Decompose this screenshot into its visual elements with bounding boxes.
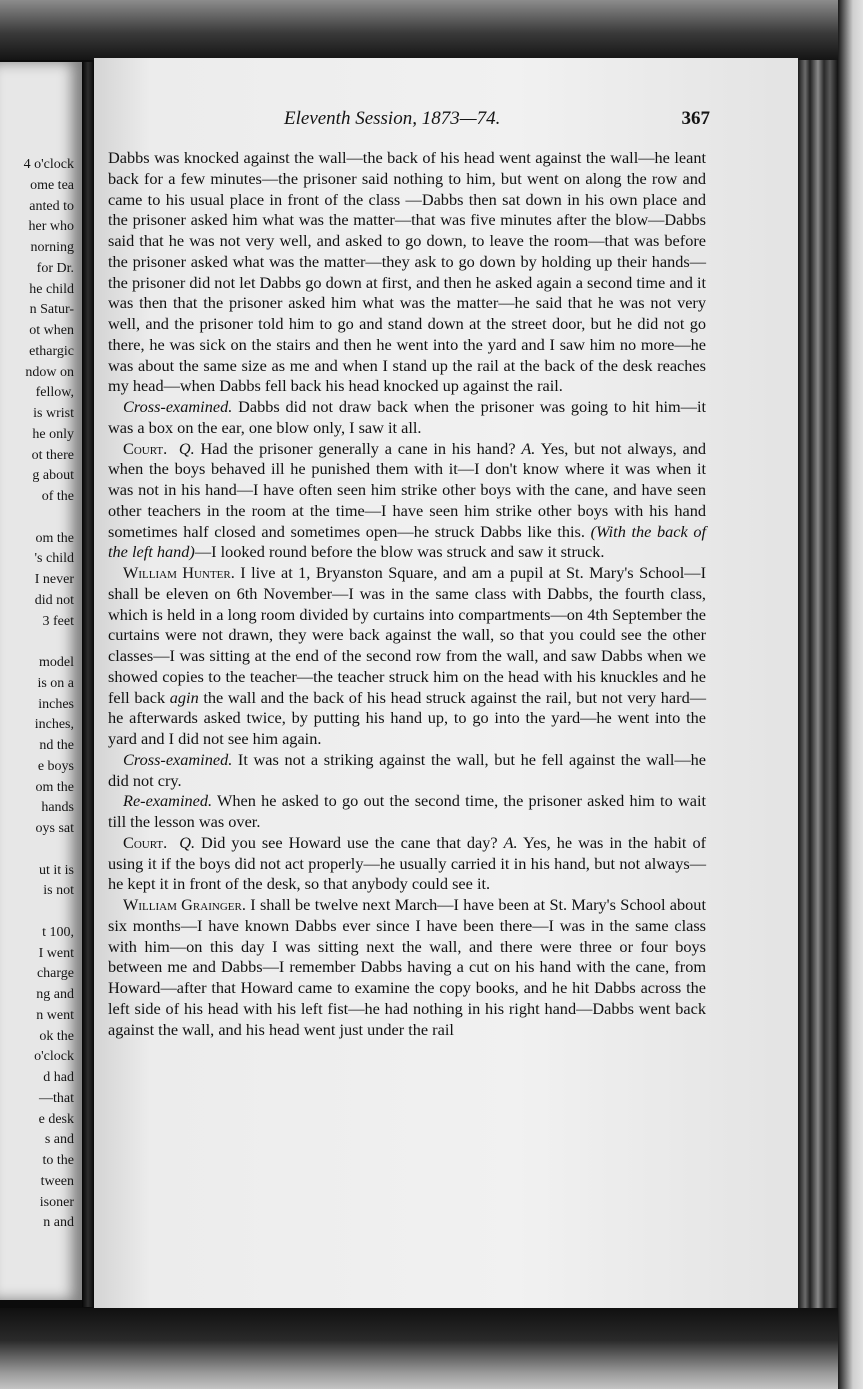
running-head: Eleventh Session, 1873—74.	[284, 108, 501, 129]
paragraph-text: When he asked to go out the second time, the prisoner asked him to wait till the lesson was over.	[108, 791, 706, 831]
left-page-line: 4 o'clock	[23, 157, 74, 172]
left-page-line: nd the	[39, 738, 74, 753]
left-page-line: anted to	[29, 198, 74, 214]
paragraph-text: I shall be twelve next March—I have been at St. Mary's School about six months—I have known Dabbs ever since I have been there—I was in the same class with him—on this day I was sitting next the wall, and there were three or four boys between me and Dabbs—I remember Dabbs having a cut on his hand with the cane, from Howard—after that Howard came to examine the copy books, and he hit Dabbs across the left side of his head with his left fist—he had nothing in his right hand—Dabbs went back against the wall, and his head went just under the rail	[108, 895, 706, 1039]
left-page-line: d had	[43, 1070, 74, 1085]
left-page-line: n Satur-	[29, 302, 74, 318]
left-page-line: model	[39, 655, 74, 670]
paragraph-text: It was not a striking against the wall, but he fell against the wall—he did not cry.	[108, 749, 706, 790]
left-page-line: —that	[39, 1090, 74, 1106]
left-page-line: is on a	[37, 675, 74, 691]
left-page-line: I never	[34, 572, 74, 587]
section-label: Cross-examined.	[123, 397, 233, 416]
paragraph-witness-hunter	[108, 563, 706, 750]
left-page-line: he only	[32, 426, 74, 442]
paragraph-text: I live at 1, Bryanston Square, and am a pupil at St. Mary's School—I shall be eleven on 6th November—I was in the same class with Dabbs, the fourth class, which is held in a long room divided by curtains into compartments—on 4th September the curtains were not drawn, they were back against the wall, so that you could see the other classes—I was sitting at the end of the second row from the wall, and saw Dabbs when we showed copies to the teacher—the teacher struck him on the head with his knuckles and he fell back	[108, 563, 706, 707]
left-page-line: fellow,	[35, 385, 74, 401]
left-page-line: he child	[29, 281, 74, 297]
paragraph-witness-grainger	[108, 895, 706, 1040]
left-page-line: e boys	[37, 758, 74, 774]
paragraph-text: Had the prisoner generally a cane in his hand?	[194, 438, 522, 458]
left-page-line: o'clock	[34, 1049, 74, 1065]
left-page-line: to the	[42, 1153, 74, 1168]
book-spine	[82, 62, 94, 1307]
left-page-line: n went	[36, 1007, 74, 1023]
left-page-line: ot there	[31, 447, 74, 463]
paragraph-text: Yes, he was in the habit of using it if the boys did not act properly—he usually carried it in his hand, but not always—he kept it in front of the desk, so that anybody could see it.	[108, 832, 707, 894]
left-page	[0, 62, 82, 1300]
italic-word: agin	[169, 687, 199, 707]
witness-name: William Hunter.	[123, 563, 235, 582]
left-page-line: 's child	[34, 551, 74, 567]
page-header	[94, 108, 798, 132]
right-page	[94, 58, 798, 1308]
section-label: Cross-examined.	[123, 749, 233, 769]
speaker-label: Court.	[123, 832, 168, 852]
left-page-line: for Dr.	[36, 260, 74, 276]
paragraph-text: Did you see Howard use the cane that day?	[195, 832, 504, 852]
left-page-line: ok the	[39, 1028, 74, 1044]
left-page-line: inches	[38, 696, 74, 712]
left-page-line: t 100,	[42, 924, 74, 940]
left-page-line: tween	[40, 1173, 74, 1189]
left-page-line: hands	[41, 800, 74, 816]
left-page-line: 3 feet	[42, 613, 74, 629]
scan-background-bottom	[0, 1308, 838, 1389]
paragraph-text: Yes, but not always, and when the boys behaved ill he punished them with it—I don't know where it was when it was not in his hand—I have often seen him strike other boys with the cane, and have seen other teachers in the room at the time—I have seen him strike other boys with his hand sometimes half closed and sometimes open—he struck Dabbs like this.	[108, 438, 707, 541]
left-page-line: ethargic	[29, 343, 74, 359]
left-page-line: ot when	[29, 323, 74, 338]
left-page-line: om the	[35, 530, 74, 546]
left-page-line: oys sat	[35, 821, 74, 836]
section-label: Re-examined.	[123, 791, 213, 811]
left-page-line: charge	[36, 966, 74, 982]
stage-direction: (With the back of the left hand)	[108, 521, 706, 562]
left-page-line: is not	[43, 883, 74, 899]
witness-name: William Grainger.	[123, 895, 246, 914]
page-stack-edge	[798, 60, 838, 1308]
paragraph-re-examined	[108, 791, 706, 833]
paragraph-court	[108, 439, 706, 564]
question-marker: Q.	[178, 438, 195, 458]
paragraph-text: —I looked round before the blow was struck and saw it struck.	[194, 542, 605, 562]
page-number: 367	[681, 108, 710, 129]
paragraph-text: the wall and the back of his head struck against the rail, but not very hard—he afterwards asked twice, by putting his hand up, to go into the yard—he went into the yard and I did not see him again.	[108, 687, 706, 748]
paragraph-court	[108, 833, 706, 895]
paragraph-testimony-continued	[108, 148, 706, 397]
scan-background-top	[0, 0, 863, 60]
left-page-line: om the	[35, 779, 74, 795]
left-page-line: of the	[41, 489, 74, 504]
paragraph-text: Dabbs was knocked against the wall—the back of his head went against the wall—he leant back for a few minutes—the prisoner said nothing to him, but went on along the row and came to his usual place in front of the class —Dabbs then sat down in his own place and the prisoner asked him what was the matter—that was five minutes after the blow—Dabbs said that he was not very well, and asked to go down, to leave the room—that was before the prisoner asked what was the matter—they ask to go down by holding up their hands—the prisoner did not let Dabbs go down at first, and then he asked again a second time and it was then that the prisoner asked him what was the matter—he said that he was not very well, and the prisoner told him to go and stand down at the street door, but he did not go there, he was sick on the stairs and then he went into the yard and I saw him no more—he was about the same size as me and when I stand up the rail at the back of the desk reaches my head—when Dabbs fell back his head knocked up against the rail.	[108, 148, 706, 396]
left-page-line: I went	[38, 945, 74, 961]
left-page-line: ut it is	[38, 862, 74, 878]
scan-background-right	[838, 0, 863, 1389]
left-page-line: is wrist	[33, 406, 74, 421]
left-page-line: e desk	[38, 1111, 74, 1127]
left-page-line: s and	[44, 1132, 74, 1148]
question-marker: Q.	[179, 832, 196, 852]
left-page-line: ng and	[36, 987, 74, 1002]
left-page-line: did not	[34, 592, 74, 608]
page-body	[108, 148, 706, 1040]
left-page-line: g about	[32, 468, 74, 484]
left-page-line: n and	[43, 1215, 74, 1231]
left-page-line: ndow on	[25, 364, 74, 380]
left-page-line: ome tea	[30, 177, 74, 193]
left-page-line: isoner	[39, 1194, 74, 1210]
left-page-line: norning	[30, 240, 74, 255]
paragraph-cross-examined	[108, 750, 706, 792]
speaker-label: Court.	[123, 438, 168, 458]
left-page-line: her who	[28, 219, 74, 235]
left-page-line: inches,	[34, 717, 74, 733]
paragraph-text: Dabbs did not draw back when the prisoner was going to hit him—it was a box on the ear, one blow only, I saw it all.	[108, 397, 706, 437]
answer-marker: A.	[521, 438, 536, 458]
answer-marker: A.	[503, 832, 518, 852]
paragraph-cross-examined	[108, 397, 706, 439]
